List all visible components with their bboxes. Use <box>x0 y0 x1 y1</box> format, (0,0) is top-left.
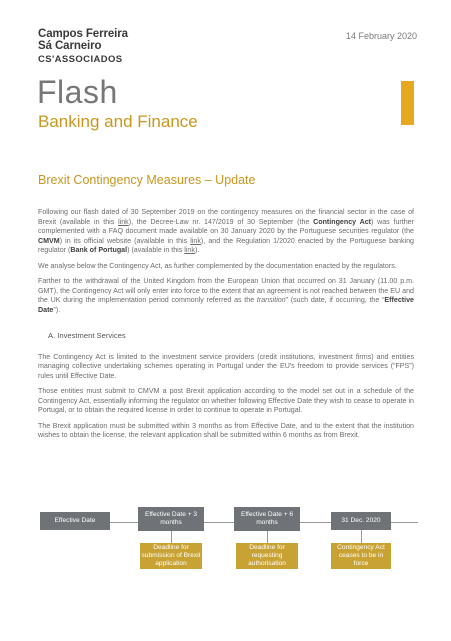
paragraph-1 <box>38 208 414 256</box>
deadline-request-authorisation: Deadline for requesting authorisation <box>236 543 298 569</box>
term-transition: transition <box>256 296 286 304</box>
paragraph-5: Those entities must submit to CMVM a post Brexit application according to the model set out in a schedule of the Contingency Act, essentially informing the regulator on whether following Effective Date they wish to cease to operate in Portugal, or to obtain the required license in order to continue to operate in Portugal. <box>38 387 414 414</box>
text: Farther to the withdrawal of the United Kingdom from the European Union that occurred on 31 January (11.00 p.m. GMT), the Contingency Act will only enter into force to the extent that an agreement is not reached between the EU and the UK during the implementation period commonly referred as the <box>38 277 414 304</box>
text: ), the Decree-Law nr. 147/2019 of 30 September (the <box>128 217 314 226</box>
text: ”). <box>53 305 61 314</box>
paragraph-4: The Contingency Act is limited to the investment service providers (credit institutions, investment firms) and entities managing collective undertaking schemes operating in Portugal under the EU's freedom to provide services (“FPS”) rules until Effective Date. <box>38 352 414 380</box>
logo-line-1: Campos Ferreira <box>38 28 128 40</box>
text: ” (such date, if occurring, the “ <box>285 296 385 304</box>
logo-line-3: CS'ASSOCIADOS <box>38 54 123 65</box>
paragraph-6: The Brexit application must be submitted within 3 months as from Effective Date, and to the extent that the institution wishes to obtain the license, the relevant application shall be submitted within 6 months as from Brexit. <box>38 421 414 439</box>
term-effective-date: Effective Date <box>38 296 414 314</box>
article-body <box>38 208 414 447</box>
text: ) in its official website (available in this <box>59 236 191 245</box>
paragraph-3 <box>38 277 414 315</box>
text: ). <box>194 246 200 254</box>
timeline-plus-3-months: Effective Date + 3 months <box>138 507 204 531</box>
timeline-plus-6-months: Effective Date + 6 months <box>234 507 300 531</box>
timeline-end-2020: 31 Dec. 2020 <box>331 512 391 530</box>
term-cmvm: CMVM <box>38 236 60 245</box>
link-regulation[interactable]: link <box>184 246 195 254</box>
flash-subtitle: Banking and Finance <box>38 112 198 131</box>
term-bank-of-portugal: Bank of Portugal <box>70 246 128 254</box>
connector <box>361 530 362 543</box>
deadline-brexit-application: Deadline for submission of Brexit application <box>141 544 201 567</box>
section-heading-a: A. Investment Services <box>48 331 126 340</box>
text: Following our flash dated of 30 September 2019 on the contingency measures on the financial sector in the case of Brexit (available in this <box>38 208 414 226</box>
paragraph-2: We analyse below the Contingency Act, as further complemented by the documentation enacted by the regulators. <box>38 261 397 270</box>
accent-bar <box>401 81 414 125</box>
term-contingency-act: Contingency Act <box>313 217 371 226</box>
text: ), and the Regulation 1/2020 enacted by the Portuguese banking regulator ( <box>38 236 414 254</box>
flash-title: Flash <box>37 74 118 110</box>
company-logo <box>38 28 128 66</box>
link-cmvm-faq[interactable]: link <box>190 236 201 245</box>
article-title: Brexit Contingency Measures – Update <box>38 173 256 187</box>
timeline <box>0 507 451 577</box>
text: ) was further complemented with a FAQ document made available on 30 January 2020 by the Portuguese securities regulator (the <box>38 217 414 235</box>
publication-date: 14 February 2020 <box>345 31 417 41</box>
contingency-act-ceases: Contingency Act ceases to be in force <box>331 543 391 569</box>
link-flash[interactable]: link <box>118 217 129 226</box>
connector <box>171 531 172 543</box>
text: ) (available in this <box>127 246 185 254</box>
connector <box>267 531 268 543</box>
timeline-effective-date: Effective Date <box>40 512 110 530</box>
logo-line-2: Sá Carneiro <box>38 40 102 52</box>
